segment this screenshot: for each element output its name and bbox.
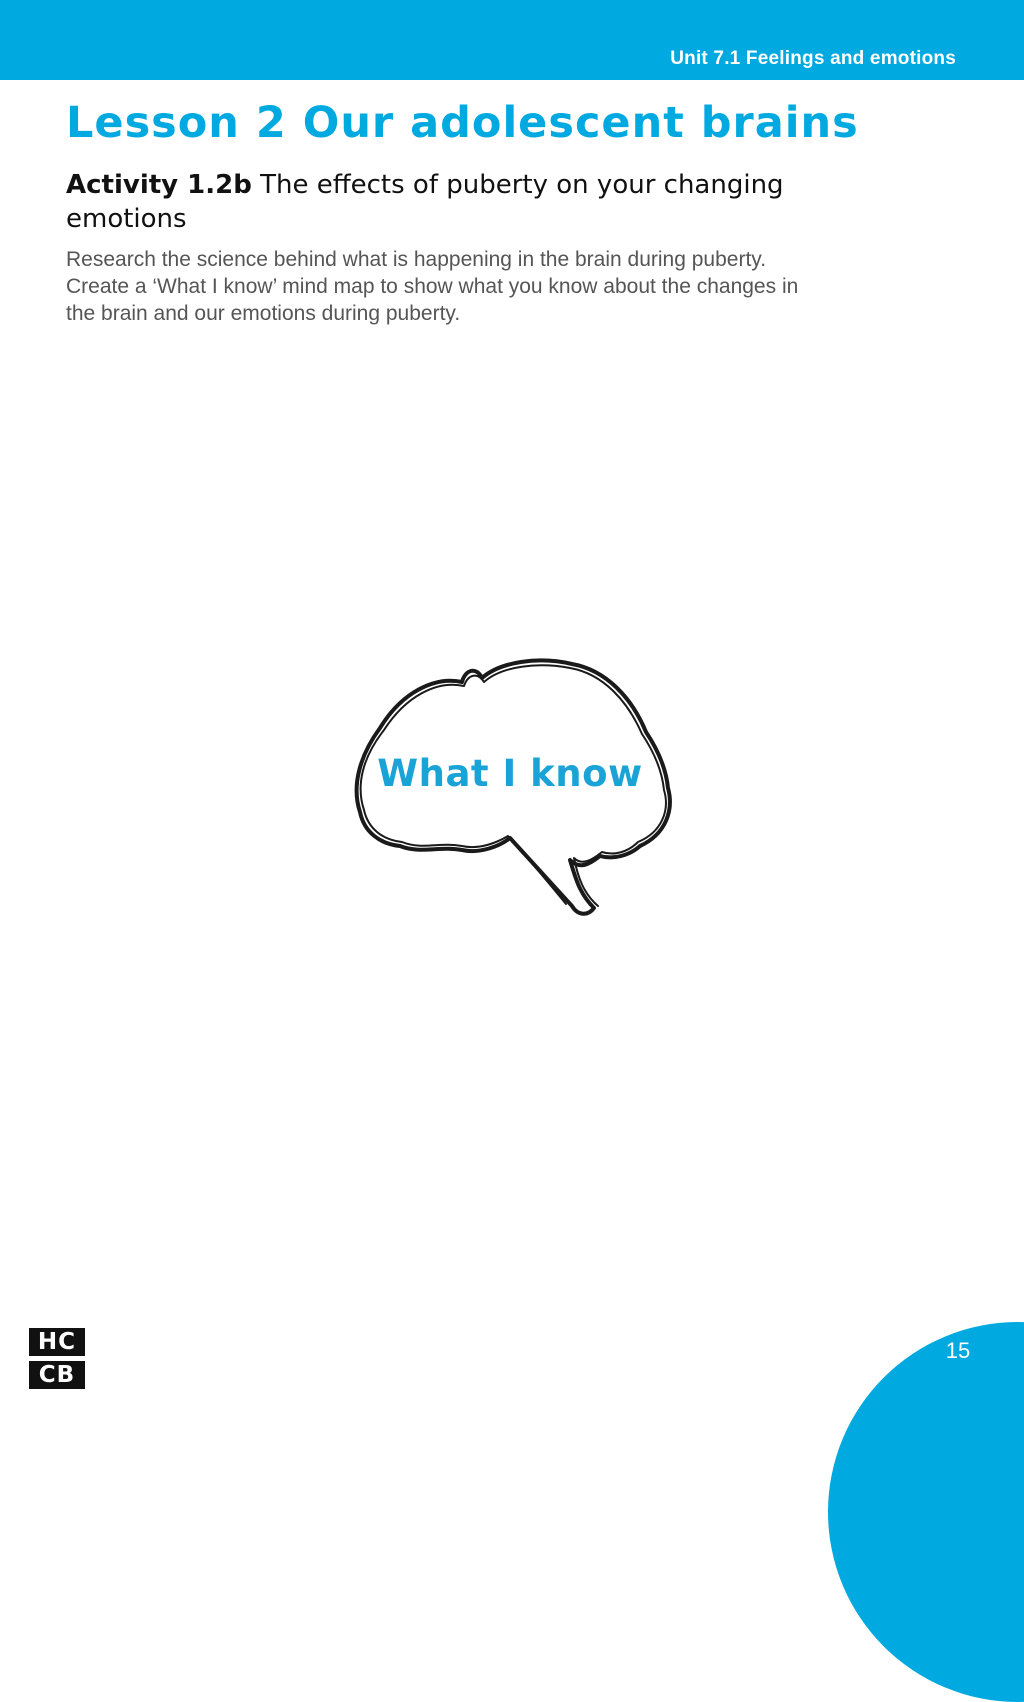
publisher-logo: [29, 1328, 85, 1389]
mind-map-label: What I know: [377, 752, 643, 795]
activity-id: Activity 1.2b: [66, 170, 252, 200]
header-band: [0, 0, 1024, 80]
logo-top-row: HC: [29, 1328, 85, 1356]
page-corner-circle: [828, 1322, 1024, 1702]
unit-label: Unit 7.1 Feelings and emotions: [670, 48, 956, 69]
logo-bottom-row: CB: [29, 1361, 85, 1389]
activity-heading: [66, 168, 826, 236]
mind-map: [340, 650, 690, 930]
activity-instructions: Research the science behind what is happening in the brain during puberty. Create a ‘What I know’ mind map to show what you know about the changes in the brain and our emotions during puberty.: [66, 248, 799, 325]
lesson-title: Lesson 2 Our adolescent brains: [66, 98, 859, 148]
activity-title: The effects of puberty on your changing emotions: [66, 170, 784, 234]
page-number: 15: [945, 1338, 971, 1363]
